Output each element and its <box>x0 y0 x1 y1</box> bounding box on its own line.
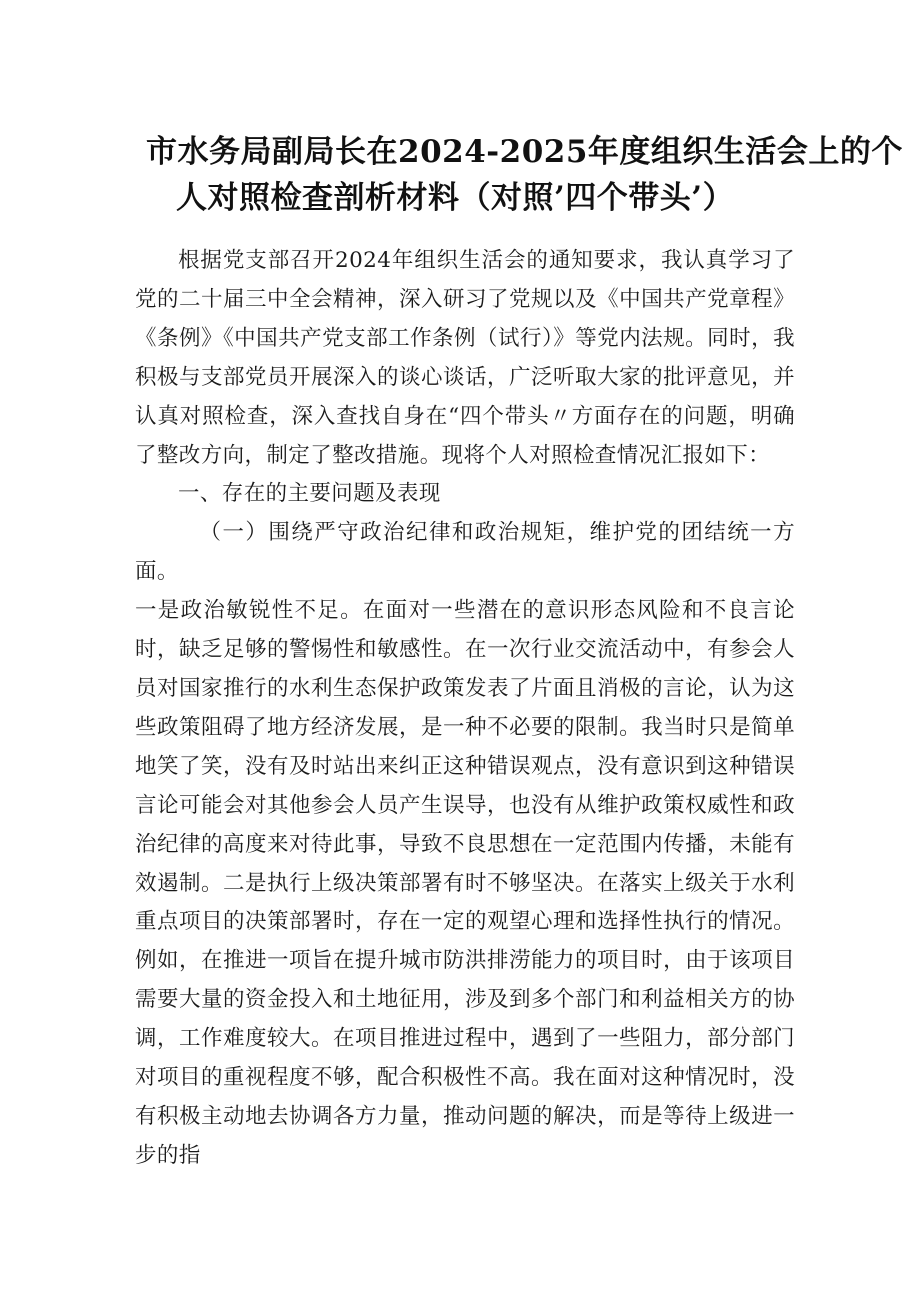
section-heading-1: 一、存在的主要问题及表现 <box>178 481 441 507</box>
document-body <box>135 242 795 1176</box>
document-title <box>120 129 903 221</box>
subsection-heading-1: （一）围绕严守政治纪律和政治规矩，维护党的团结统一方面。 <box>135 520 795 585</box>
intro-paragraph: 根据党支部召开2024年组织生活会的通知要求，我认真学习了党的二十届三中全会精神，深入研习了党规以及《中国共产党章程》《条例》《中国共产党支部工作条例（试行）》等党内法规。同时，我积极与支部党员开展深入的谈心谈话，广泛听取大家的批评意见，并认真对照检查，深入查找自身在“四个带头〃方面存在的问题，明确了整改方向，制定了整改措施。现将个人对照检查情况汇报如下： <box>135 248 795 468</box>
subsection-body-1: 一是政治敏锐性不足。在面对一些潜在的意识形态风险和不良言论时，缺乏足够的警惕性和敏感性。在一次行业交流活动中，有参会人员对国家推行的水利生态保护政策发表了片面且消极的言论，认为这些政策阻碍了地方经济发展，是一种不必要的限制。我当时只是简单地笑了笑，没有及时站出来纠正这种错误观点，没有意识到这种错误言论可能会对其他参会人员产生误导，也没有从维护政策权威性和政治纪律的高度来对待此事，导致不良思想在一定范围内传播，未能有效遏制。二是执行上级决策部署有时不够坚决。在落实上级关于水利重点项目的决策部署时，存在一定的观望心理和选择性执行的情况。例如，在推进一项旨在提升城市防洪排涝能力的项目时，由于该项目需要大量的资金投入和土地征用，涉及到多个部门和利益相关方的协调，工作难度较大。在项目推进过程中，遇到了一些阻力，部分部门对项目的重视程度不够，配合积极性不高。我在面对这种情况时，没有积极主动地去协调各方力量，推动问题的解决，而是等待上级进一步的指 <box>135 598 795 1168</box>
title-line-1: 市水务局副局长在2024-2025年度组织生活会上的个 <box>146 133 903 170</box>
title-line-2: 人对照检查剖析材料（对照’四个带头’） <box>176 179 735 216</box>
